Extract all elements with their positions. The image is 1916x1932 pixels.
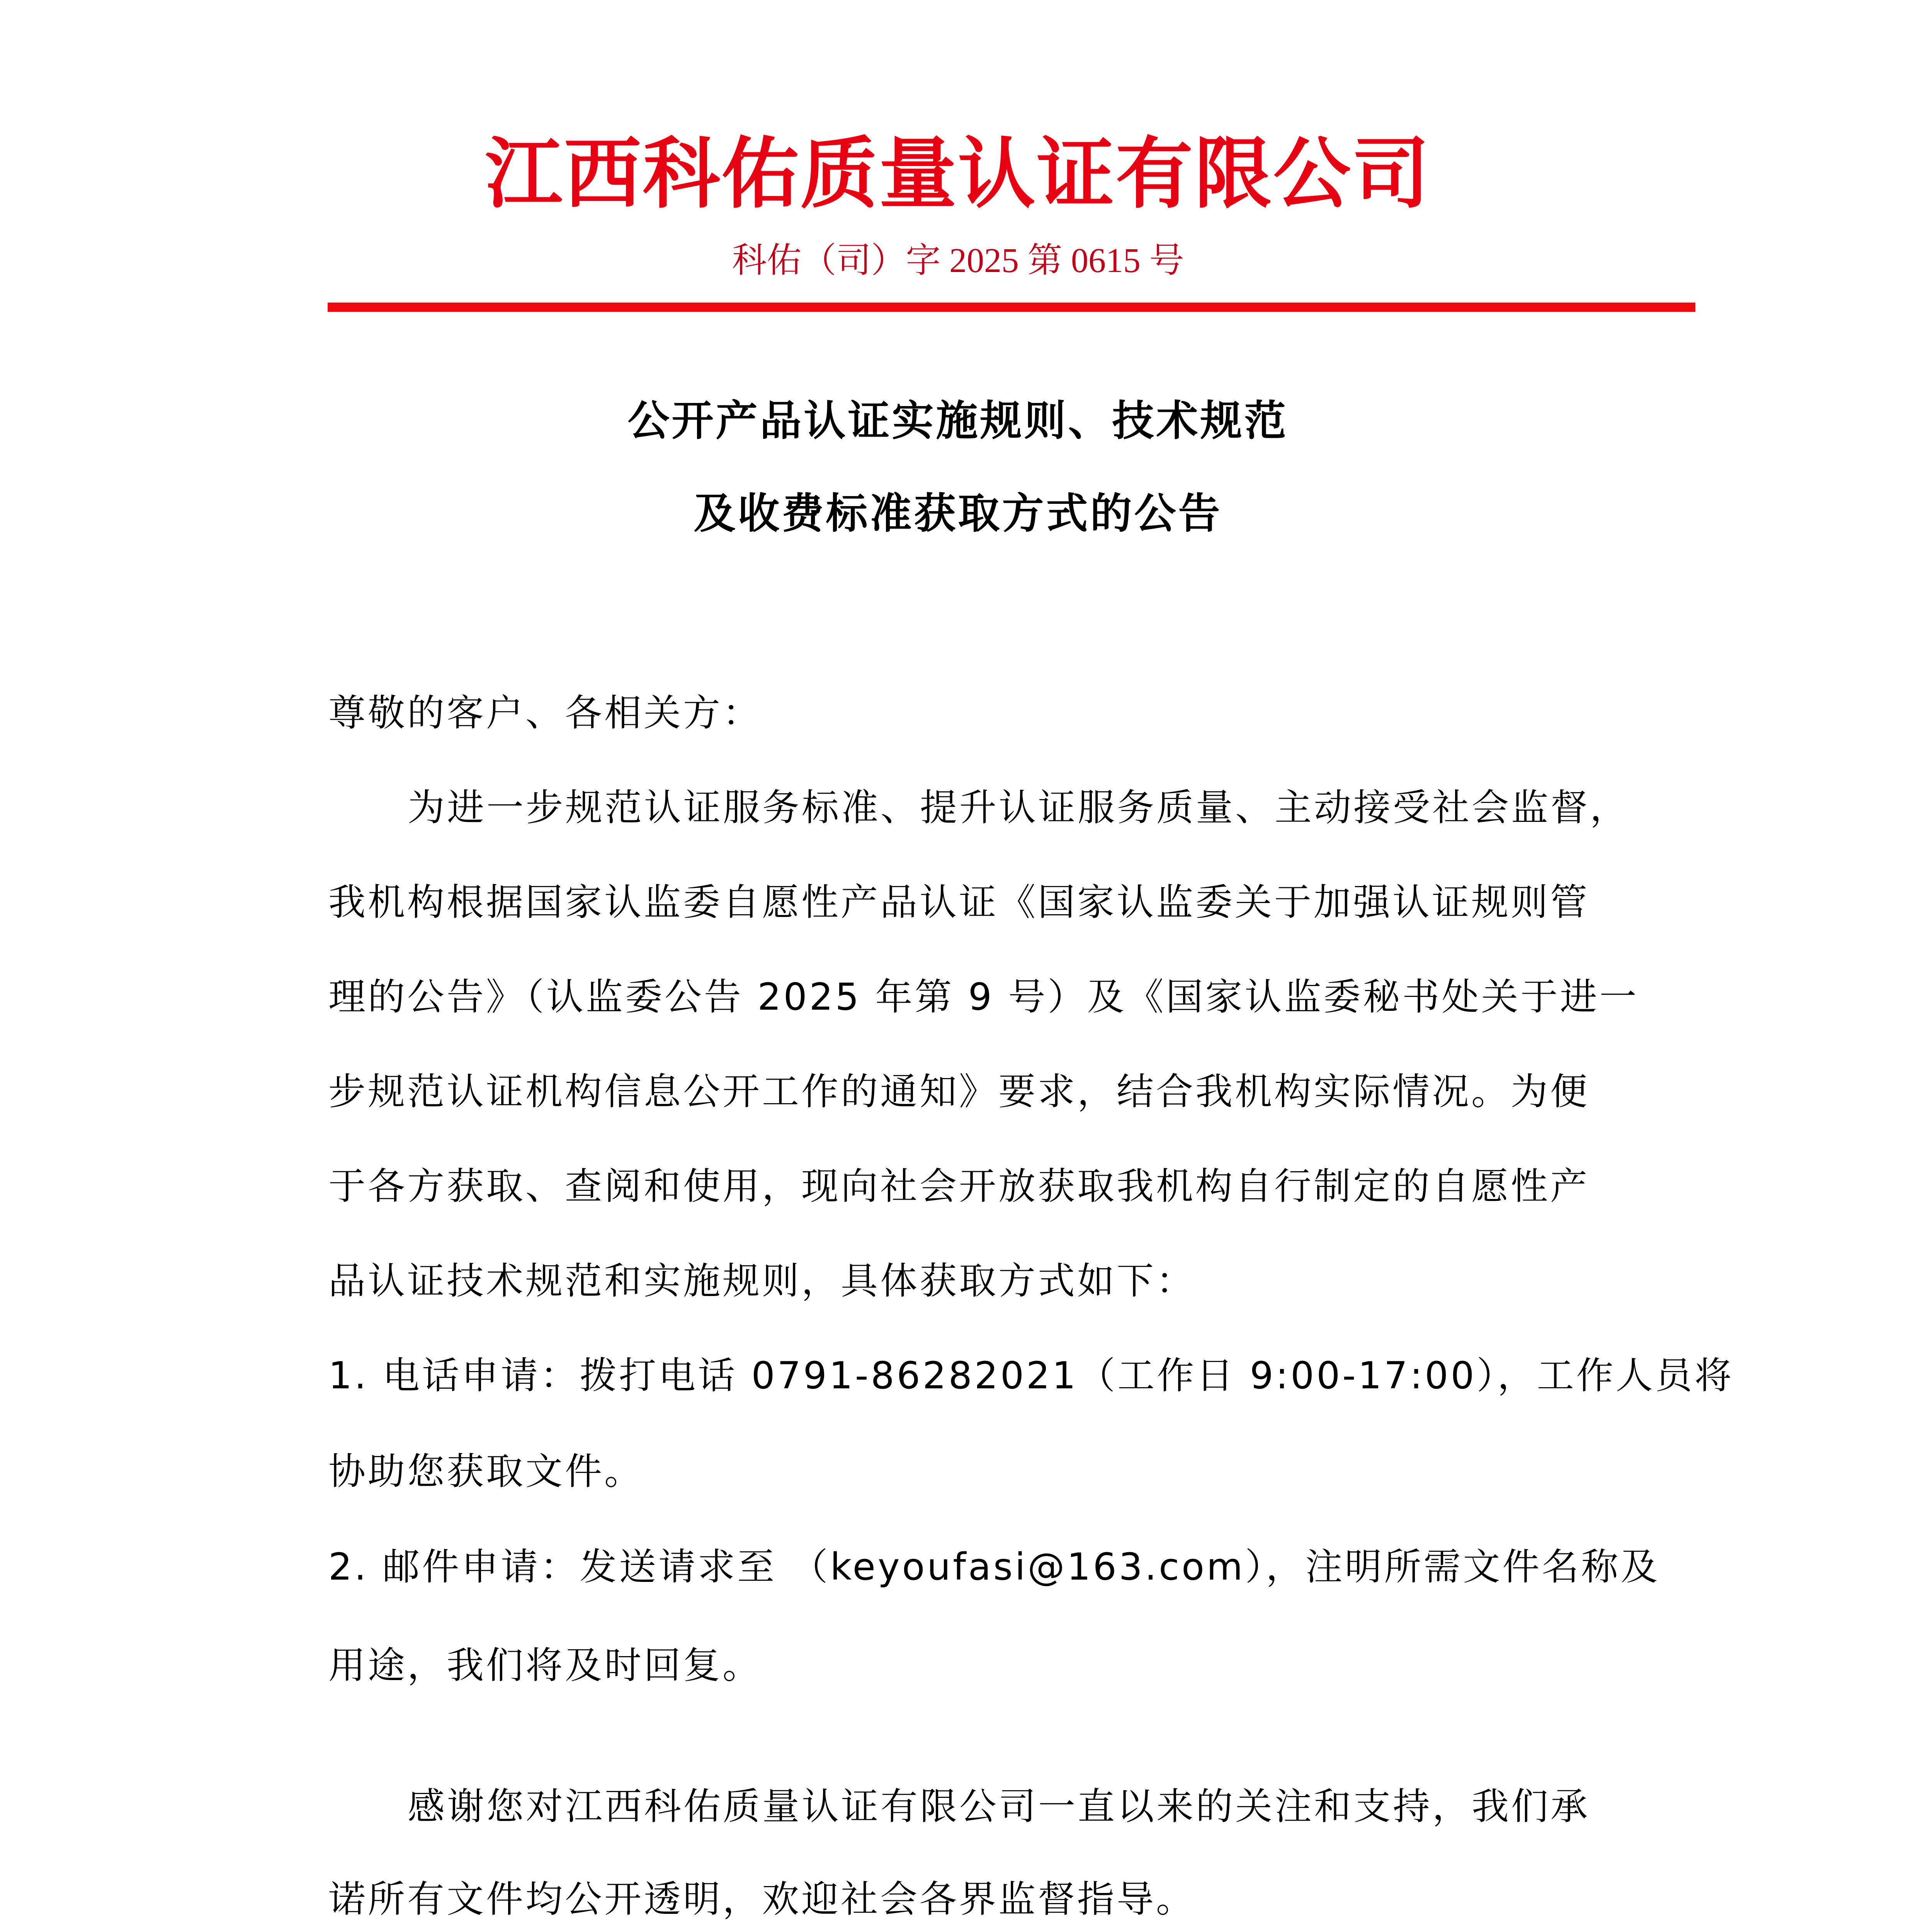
closing-line: 诺所有文件均公开透明，欢迎社会各界监督指导。 bbox=[328, 1878, 1195, 1921]
closing-line: 感谢您对江西科佑质量认证有限公司一直以来的关注和支持，我们承 bbox=[408, 1785, 1590, 1828]
letterhead-divider bbox=[328, 303, 1695, 312]
paragraph-line: 品认证技术规范和实施规则，具体获取方式如下： bbox=[328, 1259, 1195, 1303]
phone-request-item: 1. 电话申请：拨打电话 0791-86282021（工作日 9:00-17:00），工作人员将 bbox=[328, 1354, 1734, 1397]
company-letterhead: 江西科佑质量认证有限公司 bbox=[485, 128, 1431, 219]
paragraph-line: 为进一步规范认证服务标准、提升认证服务质量、主动接受社会监督， bbox=[408, 786, 1629, 829]
email-request-item: 2. 邮件申请：发送请求至 （keyoufasi@163.com），注明所需文件名称及 bbox=[328, 1545, 1660, 1588]
paragraph-line: 我机构根据国家认监委自愿性产品认证《国家认监委关于加强认证规则管 bbox=[328, 881, 1590, 924]
notice-title-line-2: 及收费标准获取方式的公告 bbox=[694, 490, 1222, 538]
paragraph-line: 理的公告》（认监委公告 2025 年第 9 号）及《国家认监委秘书处关于进一 bbox=[328, 975, 1639, 1019]
paragraph-line: 于各方获取、查阅和使用，现向社会开放获取我机构自行制定的自愿性产 bbox=[328, 1165, 1590, 1208]
document-number: 科佑（司）字 2025 第 0615 号 bbox=[732, 242, 1184, 280]
paragraph-line: 步规范认证机构信息公开工作的通知》要求，结合我机构实际情况。为便 bbox=[328, 1070, 1590, 1113]
phone-request-item-cont: 协助您获取文件。 bbox=[328, 1450, 644, 1493]
notice-title-line-1: 公开产品认证实施规则、技术规范 bbox=[627, 397, 1289, 445]
email-request-item-cont: 用途，我们将及时回复。 bbox=[328, 1644, 762, 1687]
salutation: 尊敬的客户、各相关方： bbox=[328, 691, 762, 735]
